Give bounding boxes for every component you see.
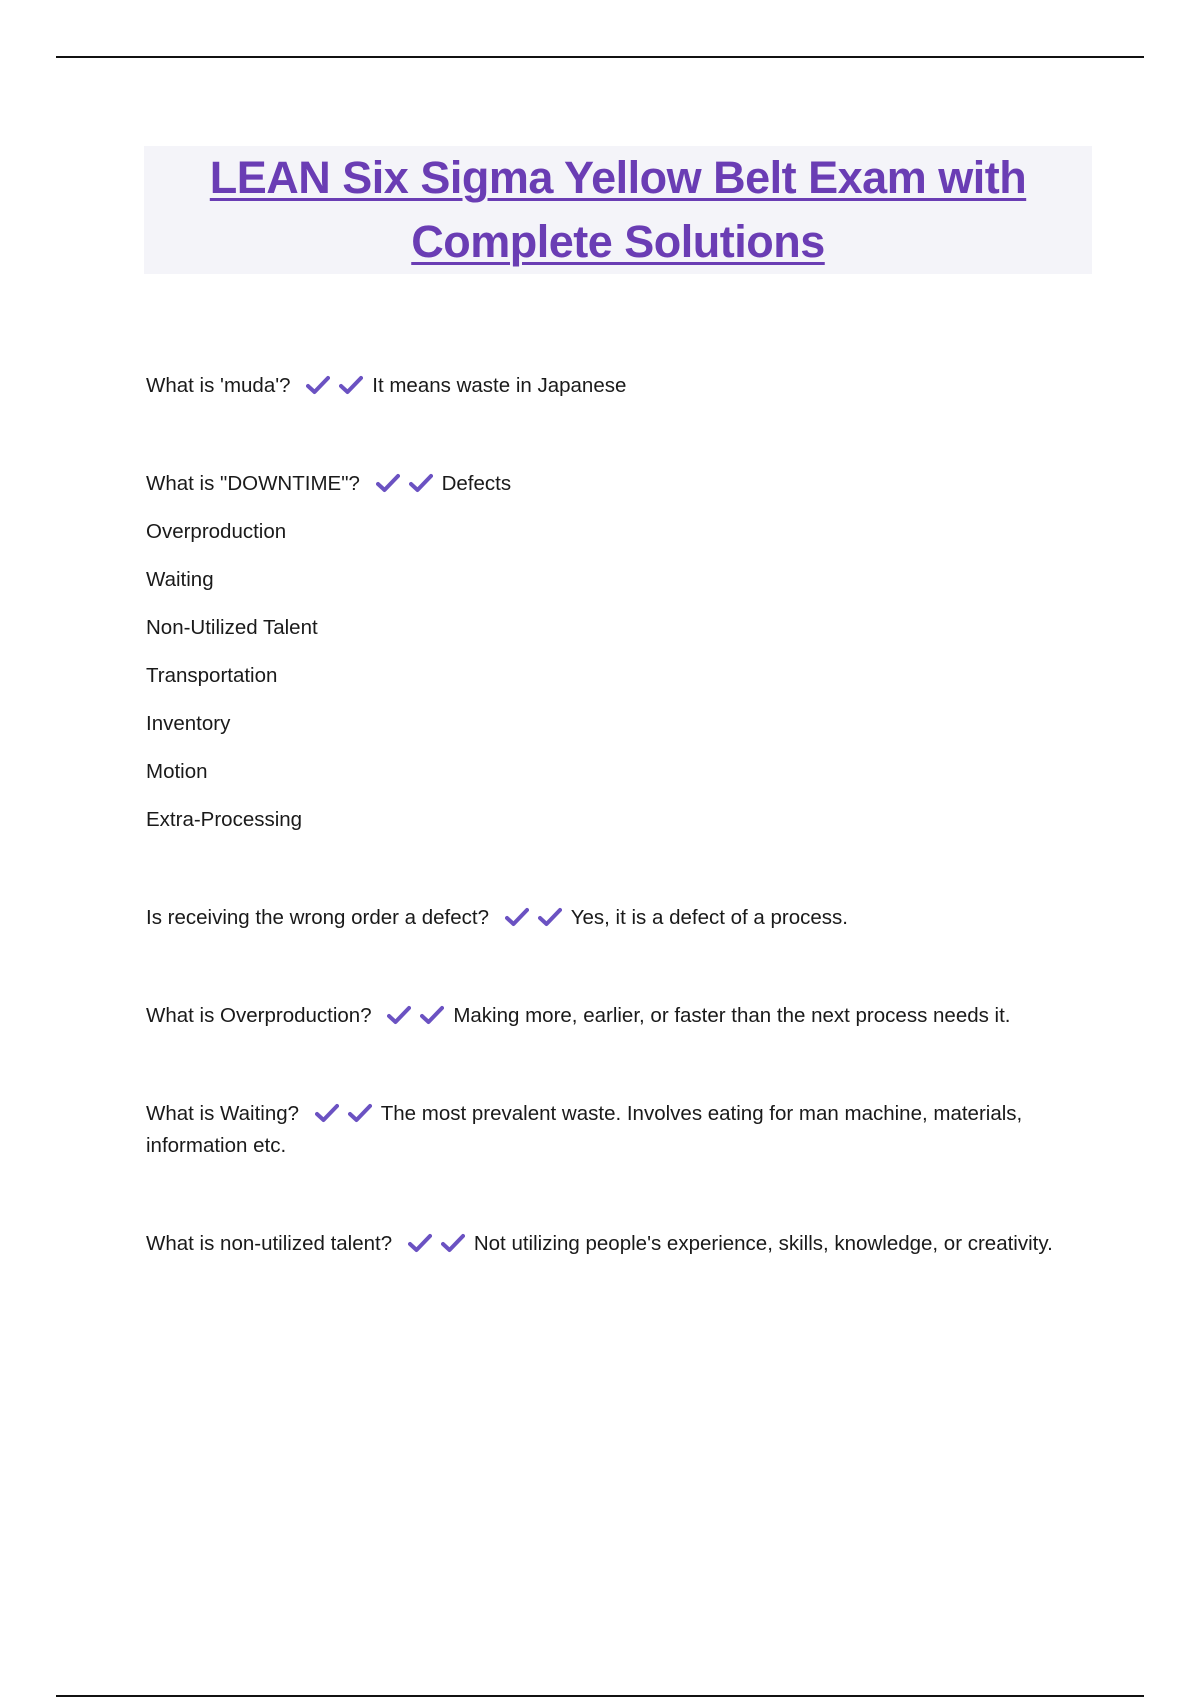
question-text: What is Waiting?: [146, 1102, 300, 1125]
answer-line: Inventory: [146, 712, 231, 735]
question-text: Is receiving the wrong order a defect?: [146, 906, 489, 929]
answer-line: Transportation: [146, 664, 278, 687]
checkmark-icon: [408, 1233, 432, 1253]
answer-text: It means waste in Japanese: [372, 374, 627, 397]
qa-item: [146, 370, 1096, 402]
checkmark-icon: [348, 1103, 372, 1123]
checkmark-icon: [306, 375, 330, 395]
checkmark-icon: [505, 907, 529, 927]
answer-line: Motion: [146, 760, 208, 783]
answer-line: Overproduction: [146, 520, 287, 543]
checkmark-icon: [441, 1233, 465, 1253]
answer-text: Making more, earlier, or faster than the next process needs it.: [453, 1004, 1011, 1027]
checkmark-icon: [538, 907, 562, 927]
answer-text: The most prevalent waste. Involves eating for man machine, materials, information etc.: [146, 1102, 1023, 1157]
document-title-line-1: LEAN Six Sigma Yellow Belt Exam with: [209, 152, 1027, 203]
answer-text: Defects: [441, 472, 512, 495]
qa-item: [146, 902, 1096, 934]
question-text: What is 'muda'?: [146, 374, 291, 397]
qa-item: [146, 1000, 1096, 1032]
answer-text: Yes, it is a defect of a process.: [570, 906, 848, 929]
question-text: What is non-utilized talent?: [146, 1232, 393, 1255]
title-banner: [144, 146, 1092, 274]
document-title-line-2: Complete Solutions: [411, 216, 825, 267]
checkmark-icon: [339, 375, 363, 395]
top-rule: [56, 56, 1144, 58]
checkmark-icon: [315, 1103, 339, 1123]
bottom-rule: [56, 1695, 1144, 1697]
question-text: What is Overproduction?: [146, 1004, 372, 1027]
qa-list: [146, 370, 1096, 1326]
answer-text: Not utilizing people's experience, skills, knowledge, or creativity.: [473, 1232, 1053, 1255]
question-text: What is "DOWNTIME"?: [146, 472, 360, 495]
checkmark-icon: [420, 1005, 444, 1025]
answer-line: Extra-Processing: [146, 808, 303, 831]
answer-line: Non-Utilized Talent: [146, 616, 318, 639]
checkmark-icon: [376, 473, 400, 493]
qa-item: [146, 1228, 1096, 1260]
checkmark-icon: [387, 1005, 411, 1025]
checkmark-icon: [409, 473, 433, 493]
answer-line: Waiting: [146, 568, 214, 591]
qa-item: [146, 1098, 1096, 1162]
qa-item: [146, 468, 1096, 836]
